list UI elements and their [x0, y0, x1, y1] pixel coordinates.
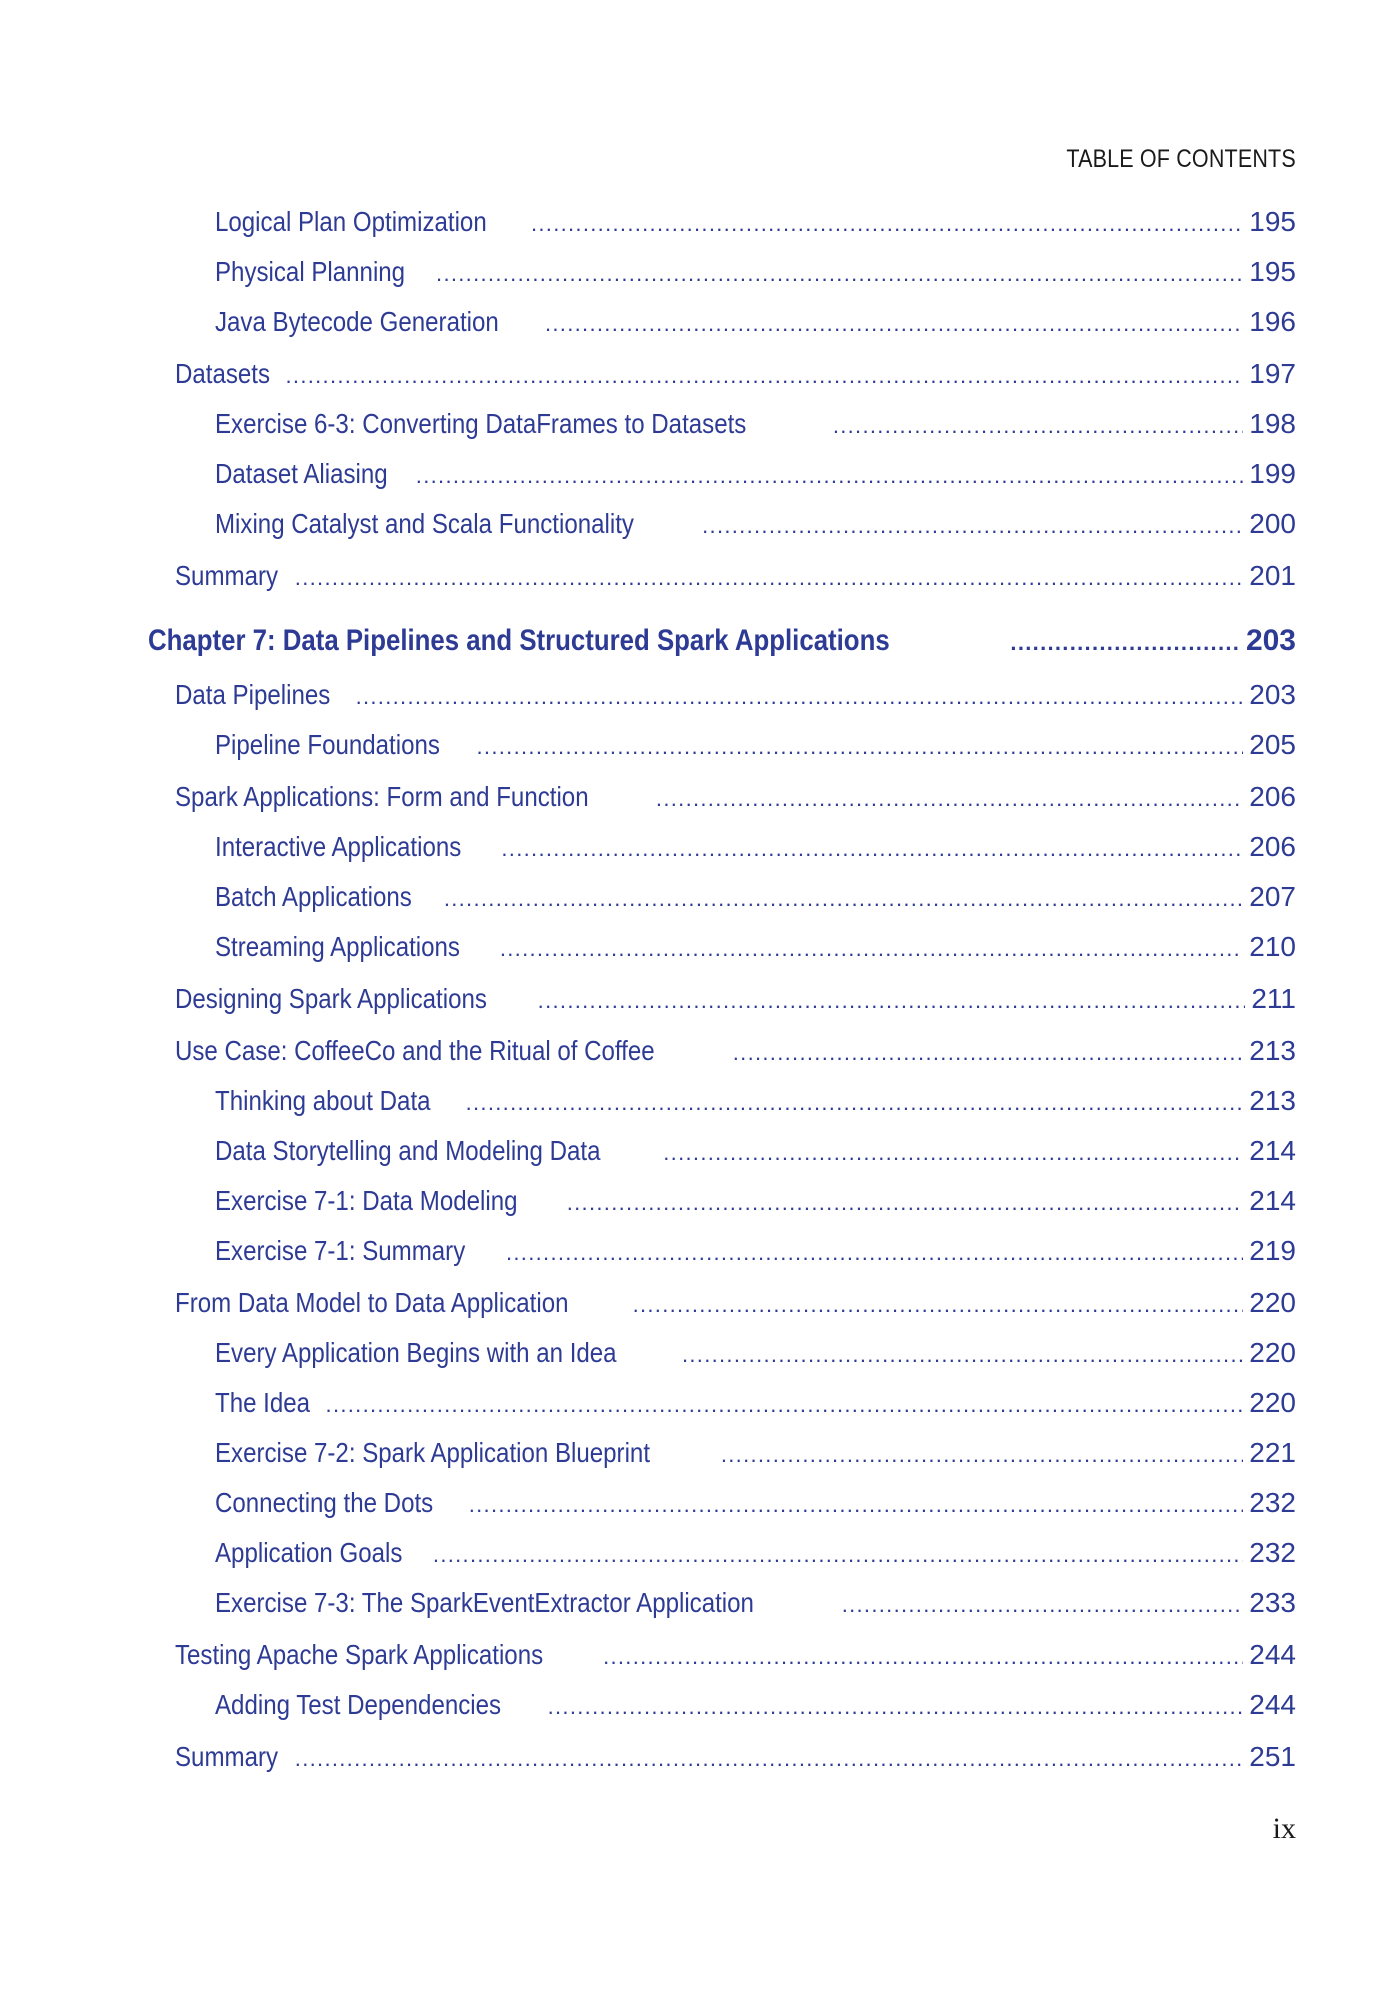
- toc-entry-page: 207: [1249, 881, 1296, 912]
- dot-leader: [663, 1133, 1243, 1171]
- toc-entry-title: Java Bytecode Generation: [215, 306, 499, 337]
- toc-entry[interactable]: [215, 1081, 1296, 1121]
- toc-entry-title: Logical Plan Optimization: [215, 206, 487, 237]
- toc-entry-page: 233: [1249, 1587, 1296, 1618]
- toc-entry[interactable]: [175, 354, 1296, 394]
- dot-leader: [286, 356, 1244, 394]
- toc-entry-title: Chapter 7: Data Pipelines and Structured Spark Applications: [148, 624, 890, 657]
- toc-entry-title: Physical Planning: [215, 256, 406, 287]
- toc-entry-page: 197: [1249, 358, 1296, 389]
- running-head: TABLE OF CONTENTS: [1066, 145, 1296, 173]
- dot-leader: [326, 1385, 1244, 1423]
- toc-entry-page: 195: [1249, 256, 1296, 287]
- toc-entry[interactable]: [215, 1685, 1296, 1725]
- toc-entry-page: 206: [1249, 781, 1296, 812]
- dot-leader: [433, 1535, 1243, 1573]
- toc-entry[interactable]: [175, 1737, 1296, 1777]
- toc-entry[interactable]: [175, 979, 1296, 1019]
- toc-entry-title: Every Application Begins with an Idea: [215, 1337, 617, 1368]
- toc-entry[interactable]: [215, 1433, 1296, 1473]
- dot-leader: [545, 304, 1243, 342]
- toc-entry[interactable]: [215, 252, 1296, 292]
- dot-leader: [656, 779, 1243, 817]
- toc-entry-title: Data Pipelines: [175, 679, 331, 710]
- dot-leader: [506, 1233, 1243, 1271]
- toc-entry-title: Thinking about Data: [215, 1085, 431, 1116]
- toc-entry-page: 219: [1249, 1235, 1296, 1266]
- toc-entry-title: Adding Test Dependencies: [215, 1689, 502, 1720]
- toc-entry[interactable]: [175, 556, 1296, 596]
- toc-entry[interactable]: [215, 1483, 1296, 1523]
- toc-entry[interactable]: [215, 404, 1296, 444]
- toc-entry-page: 214: [1249, 1185, 1296, 1216]
- toc-entry[interactable]: [215, 725, 1296, 765]
- dot-leader: [842, 1585, 1244, 1623]
- toc-entry-title: Data Storytelling and Modeling Data: [215, 1135, 601, 1166]
- toc-entry-page: 251: [1249, 1741, 1296, 1772]
- toc-entry-title: Exercise 7-2: Spark Application Blueprint: [215, 1437, 651, 1468]
- dot-leader: [295, 1739, 1243, 1777]
- toc-entry-title: Testing Apache Spark Applications: [175, 1639, 544, 1670]
- toc-entry-page: 244: [1249, 1689, 1296, 1720]
- dot-leader: [682, 1335, 1243, 1373]
- toc-entry[interactable]: [175, 675, 1296, 715]
- dot-leader: [416, 456, 1243, 494]
- toc-entry-page: 206: [1249, 831, 1296, 862]
- toc-entry-page: 200: [1249, 508, 1296, 539]
- toc-entry-page: 220: [1249, 1287, 1296, 1318]
- toc-entry[interactable]: [215, 1181, 1296, 1221]
- page-folio: ix: [1272, 1812, 1296, 1845]
- dot-leader: [356, 677, 1244, 715]
- dot-leader: [721, 1435, 1243, 1473]
- toc-entry[interactable]: [215, 1383, 1296, 1423]
- toc-entry[interactable]: [215, 504, 1296, 544]
- toc-entry-title: Streaming Applications: [215, 931, 460, 962]
- dot-leader: [531, 204, 1243, 242]
- toc-entry-page: 232: [1249, 1537, 1296, 1568]
- toc-entry-title: Dataset Aliasing: [215, 458, 388, 489]
- toc-entry-page: 196: [1249, 306, 1296, 337]
- toc-entry-page: 214: [1249, 1135, 1296, 1166]
- toc-entry-page: 203: [1249, 679, 1296, 710]
- toc-entry-title: Mixing Catalyst and Scala Functionality: [215, 508, 634, 539]
- toc-entry-title: From Data Model to Data Application: [175, 1287, 569, 1318]
- toc-entry-title: Interactive Applications: [215, 831, 462, 862]
- dot-leader: [501, 829, 1243, 867]
- toc-entry-page: 220: [1249, 1387, 1296, 1418]
- toc-entry-title: Summary: [175, 1741, 279, 1772]
- dot-leader: [538, 981, 1246, 1019]
- dot-leader: [444, 879, 1243, 917]
- toc-entry-title: Designing Spark Applications: [175, 983, 487, 1014]
- toc-entry-title: Application Goals: [215, 1537, 403, 1568]
- toc-entry[interactable]: [215, 1131, 1296, 1171]
- dot-leader: [1010, 623, 1240, 661]
- dot-leader: [702, 506, 1243, 544]
- toc-entry-page: 195: [1249, 206, 1296, 237]
- dot-leader: [466, 1083, 1244, 1121]
- dot-leader: [633, 1285, 1244, 1323]
- toc-entry[interactable]: [175, 777, 1296, 817]
- toc-entry-page: 199: [1249, 458, 1296, 489]
- toc-entry-page: 203: [1245, 624, 1296, 657]
- toc-entry[interactable]: [215, 877, 1296, 917]
- toc-entry-title: Pipeline Foundations: [215, 729, 440, 760]
- dot-leader: [603, 1637, 1243, 1675]
- toc-entry-title: Use Case: CoffeeCo and the Ritual of Coffee: [175, 1035, 655, 1066]
- dot-leader: [733, 1033, 1244, 1071]
- toc-entry[interactable]: [215, 202, 1296, 242]
- toc-entry-page: 210: [1249, 931, 1296, 962]
- toc-entry-title: Spark Applications: Form and Function: [175, 781, 589, 812]
- toc-entry[interactable]: [215, 1583, 1296, 1623]
- toc-entry[interactable]: [175, 1635, 1296, 1675]
- toc-entry[interactable]: [215, 302, 1296, 342]
- toc-entry-title: Summary: [175, 560, 279, 591]
- toc-entry[interactable]: [215, 927, 1296, 967]
- toc-entry[interactable]: [215, 1533, 1296, 1573]
- toc-entry-title: Batch Applications: [215, 881, 412, 912]
- toc-entry-page: 213: [1249, 1085, 1296, 1116]
- toc-entry-page: 221: [1249, 1437, 1296, 1468]
- toc-entry[interactable]: [175, 1283, 1296, 1323]
- toc-entry[interactable]: [215, 1231, 1296, 1271]
- dot-leader: [469, 1485, 1244, 1523]
- dot-leader: [477, 727, 1244, 765]
- dot-leader: [548, 1687, 1244, 1725]
- toc-entry[interactable]: [215, 454, 1296, 494]
- toc-entry-page: 201: [1249, 560, 1296, 591]
- dot-leader: [295, 558, 1243, 596]
- toc-entry-title: Exercise 7-1: Summary: [215, 1235, 466, 1266]
- toc-entry-page: 220: [1249, 1337, 1296, 1368]
- toc-entry-title: Connecting the Dots: [215, 1487, 434, 1518]
- dot-leader: [567, 1183, 1244, 1221]
- toc-entry-title: Exercise 6-3: Converting DataFrames to Datasets: [215, 408, 747, 439]
- toc-entry[interactable]: [215, 827, 1296, 867]
- toc-entry-page: 213: [1249, 1035, 1296, 1066]
- toc-entry-title: Exercise 7-3: The SparkEventExtractor Application: [215, 1587, 754, 1618]
- dot-leader: [833, 406, 1243, 444]
- toc-entry-title: Exercise 7-1: Data Modeling: [215, 1185, 518, 1216]
- toc-entry[interactable]: [215, 1333, 1296, 1373]
- toc-entry-page: 198: [1249, 408, 1296, 439]
- toc-entry-page: 205: [1249, 729, 1296, 760]
- toc-entry-page: 211: [1251, 983, 1296, 1014]
- toc-entry[interactable]: [175, 1031, 1296, 1071]
- toc-chapter-entry[interactable]: [148, 621, 1296, 661]
- toc-entry-title: Datasets: [175, 358, 271, 389]
- toc-entry-page: 244: [1249, 1639, 1296, 1670]
- dot-leader: [500, 929, 1243, 967]
- toc-entry-page: 232: [1249, 1487, 1296, 1518]
- dot-leader: [436, 254, 1243, 292]
- toc-entry-title: The Idea: [215, 1387, 311, 1418]
